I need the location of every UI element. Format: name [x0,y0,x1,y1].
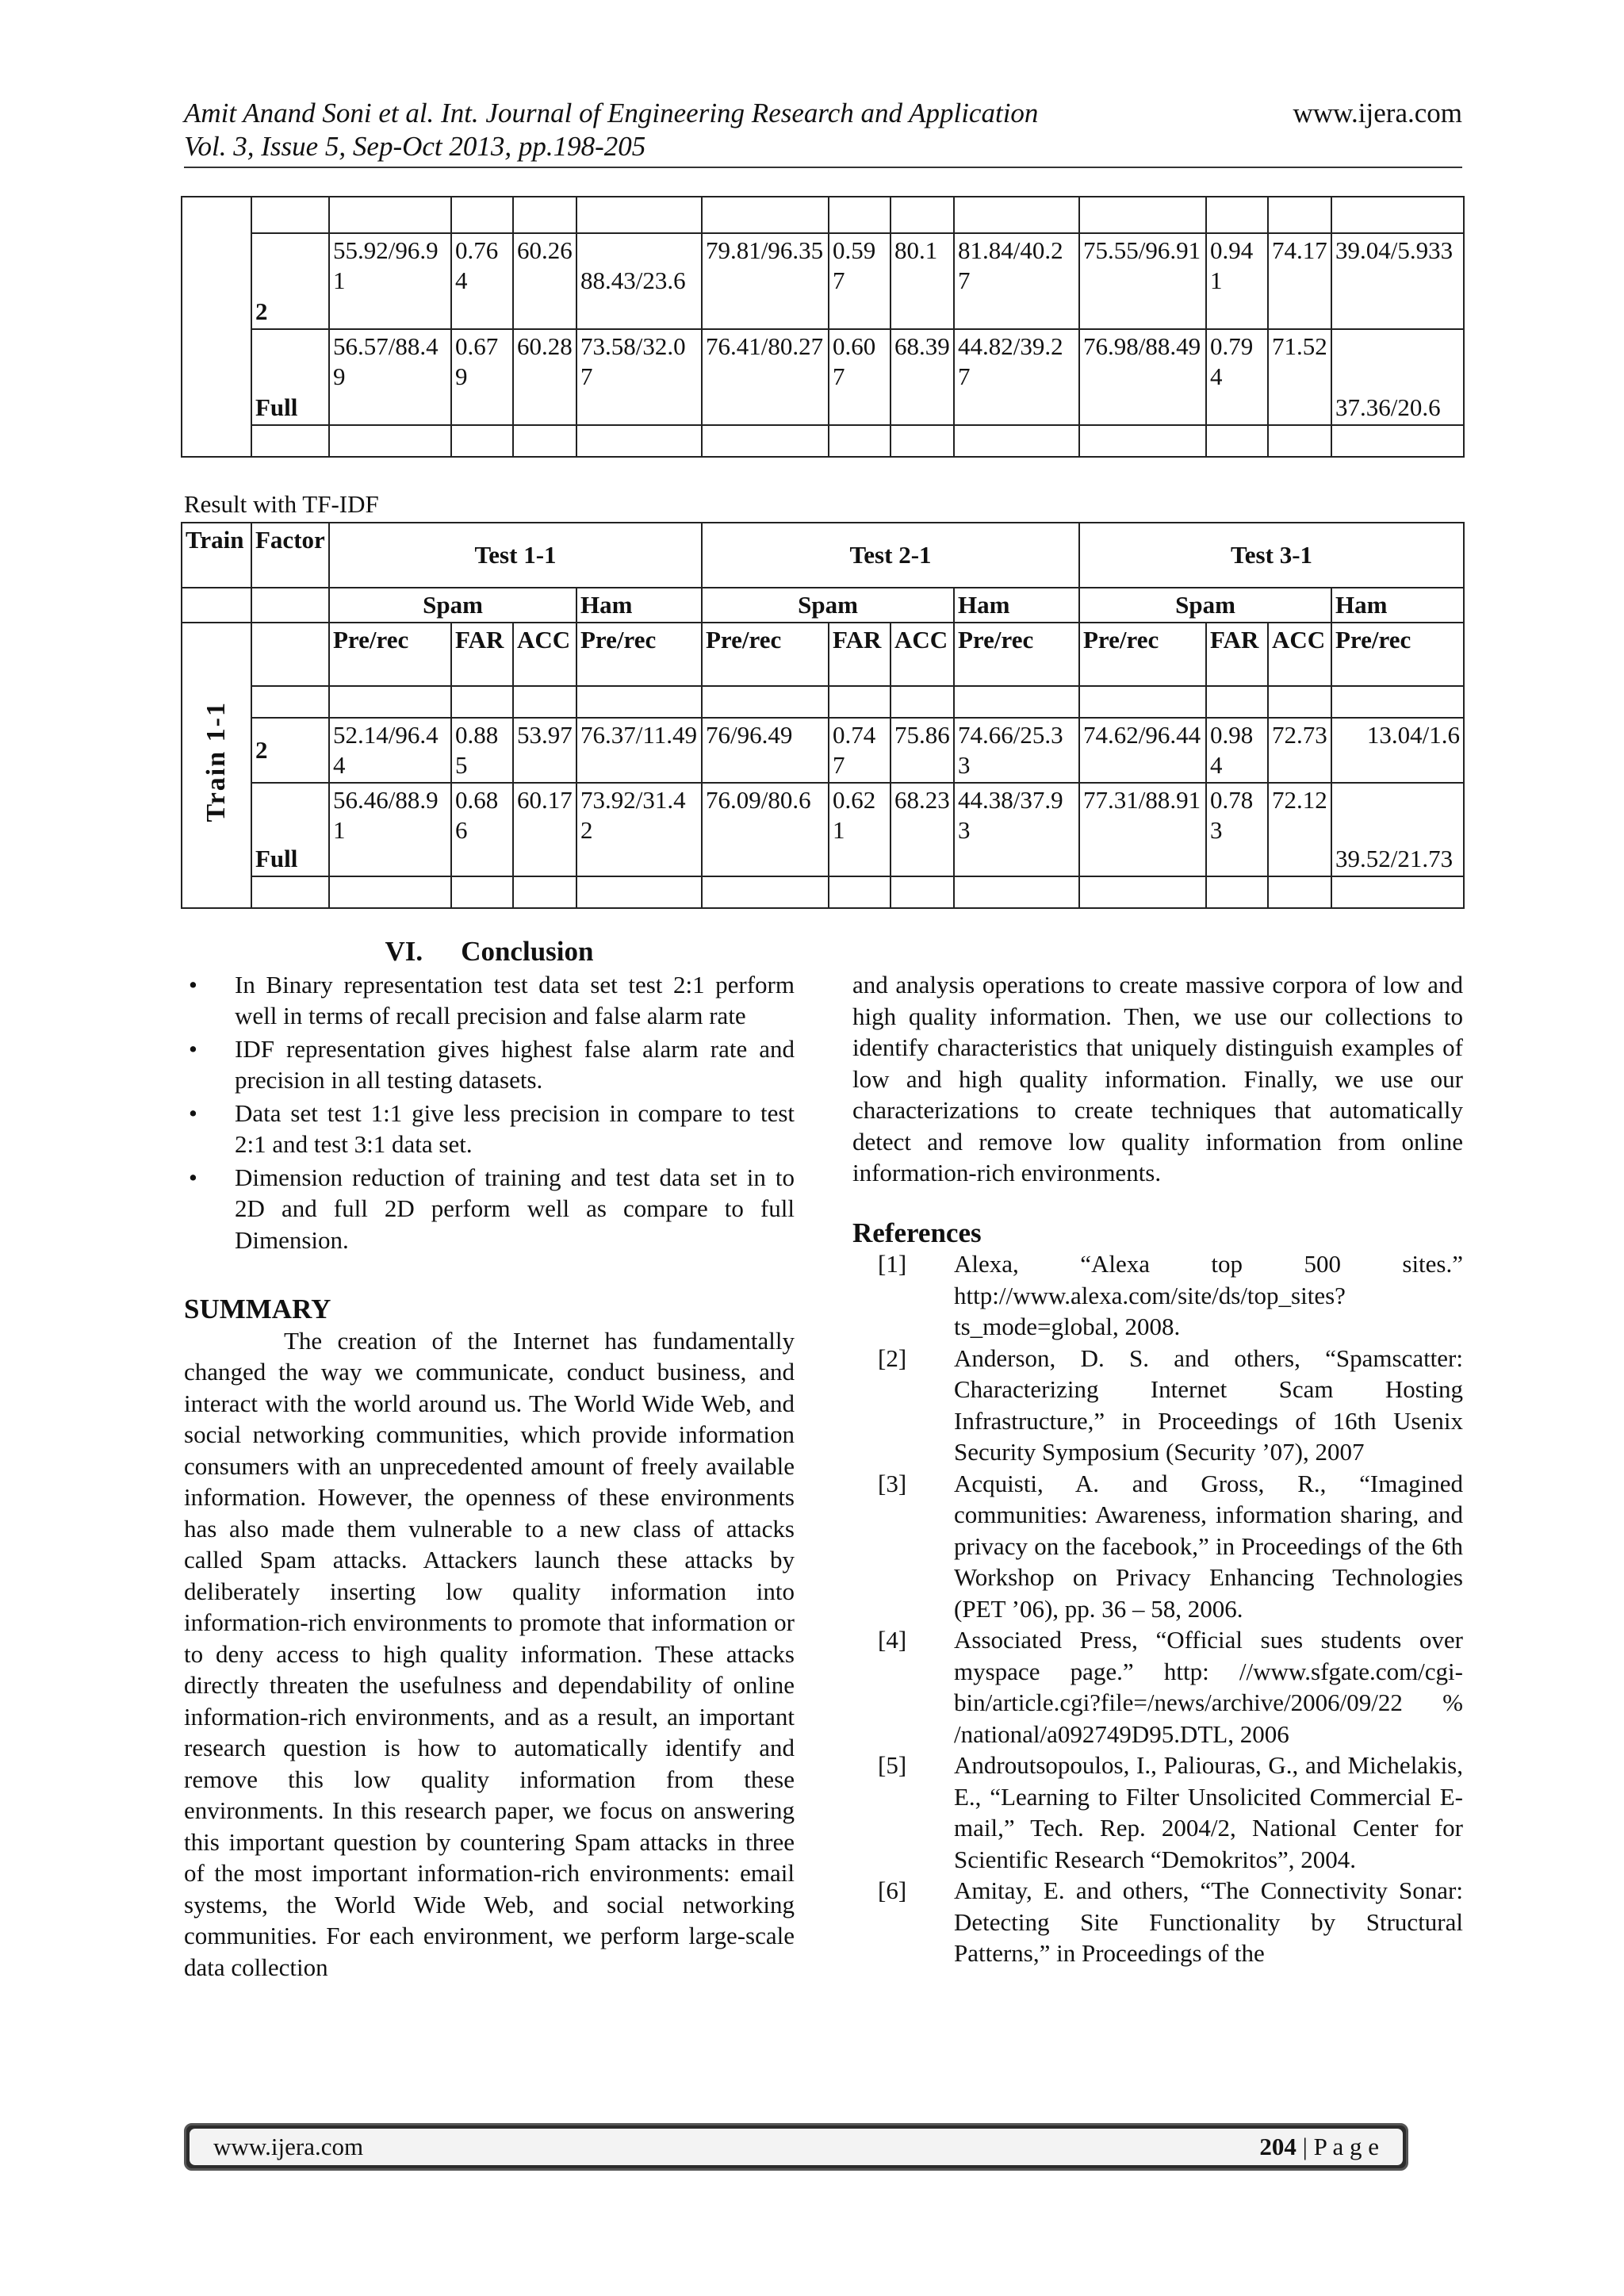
table-cell: 71.52 [1268,329,1331,425]
summary-heading: SUMMARY [184,1294,331,1324]
reference-text: Androutsopoulos, I., Paliouras, G., and Michelakis, E., “Learning to Filter Unsolicited Commercial E-mail,” Tech. Rep. 2004/2, National Center for Scientific Research “Demokritos”, 2004. [954,1751,1463,1873]
factor-header: Factor [251,523,329,588]
list-item: • In Binary representation test data set test 2:1 perform well in terms of recall precision and false alarm rate [184,969,795,1032]
journal-url: www.ijera.com [1293,98,1462,128]
subheader-cell: Pre/rec [576,623,702,686]
table-cell: 60.26 [513,233,576,329]
reference-item [852,1750,1463,1875]
table-cell: 76/96.49 [702,718,829,783]
page-number-value: 204 [1259,2133,1297,2160]
reference-list [852,1248,1463,1969]
factor-cell: 2 [251,718,329,783]
table-caption: Result with TF-IDF [184,490,379,518]
list-item: • IDF representation gives highest false alarm rate and precision in all testing datasets. [184,1033,795,1096]
table-cell: 79.81/96.35 [702,233,829,329]
table-row [182,876,1464,908]
table-cell: 0.679 [451,329,513,425]
table-cell: 60.28 [513,329,576,425]
reference-number: [3] [878,1469,907,1497]
test-header: Test 2-1 [702,523,1079,588]
table-cell: 76.98/88.49 [1079,329,1206,425]
table-cell: 0.607 [829,329,891,425]
table-cell: 44.82/39.27 [954,329,1079,425]
table-cell: 56.57/88.49 [329,329,451,425]
reference-item [852,1624,1463,1750]
table-cell: 76.41/80.27 [702,329,829,425]
train-header: Train [182,523,251,588]
table-row [182,425,1464,457]
table-cell: 76.09/80.6 [702,783,829,876]
reference-text: Anderson, D. S. and others, “Spamscatter: Characterizing Internet Scam Hosting Infrastructure,” in Proceedings of 16th Usenix Security Symposium (Security ’07), 2007 [954,1343,1463,1466]
table-row [182,718,1464,783]
page-suffix: | P a g e [1296,2133,1379,2160]
volume-info: Vol. 3, Issue 5, Sep-Oct 2013, pp.198-205 [184,131,646,162]
table-cell: 0.783 [1206,783,1268,876]
reference-number: [2] [878,1343,907,1372]
table-cell: 37.36/20.6 [1331,329,1464,425]
subheader-cell: Pre/rec [1331,623,1464,686]
table-cell: 53.97 [513,718,576,783]
reference-item [852,1248,1463,1343]
table-cell: 77.31/88.91 [1079,783,1206,876]
table-cell: 80.1 [891,233,954,329]
reference-text: Associated Press, “Official sues students over myspace page.” http: //www.sfgate.com/cgi-bin/article.cgi?file=/news/archive/2006/09/22 % /national/a092749D95.DTL, 2006 [954,1626,1463,1748]
table-cell: 52.14/96.44 [329,718,451,783]
subheader-cell: FAR [1206,623,1268,686]
summary-continued: and analysis operations to create massive corpora of low and high quality information. Then, we use our collections to identify characteristics that uniquely distinguish examples of low and high quality information. Finally, we use our characterizations to create techniques that automatically detect and remove low quality information from online information-rich environments. [852,971,1463,1186]
table-cell: 60.17 [513,783,576,876]
journal-citation: Amit Anand Soni et al. Int. Journal of Engineering Research and Application [184,98,1039,128]
table-cell: 13.04/1.6 [1331,718,1464,783]
reference-item [852,1343,1463,1468]
reference-text: Alexa, “Alexa top 500 sites.” http://www.alexa.com/site/ds/top_sites?ts_mode=global, 2008. [954,1250,1463,1340]
subheader-cell: Pre/rec [1079,623,1206,686]
table-cell: 81.84/40.27 [954,233,1079,329]
factor-cell: Full [251,783,329,876]
table-row [182,233,1464,329]
reference-text: Amitay, E. and others, “The Connectivity Sonar: Detecting Site Functionality by Structural Patterns,” in Proceedings of the [954,1876,1463,1967]
table-row [182,783,1464,876]
reference-number: [4] [878,1626,907,1654]
table-cell: 74.66/25.33 [954,718,1079,783]
table-cell: 0.747 [829,718,891,783]
table-header-row [182,623,1464,686]
table-cell: 0.686 [451,783,513,876]
subheader-cell: FAR [451,623,513,686]
subheader-cell: ACC [1268,623,1331,686]
table-cell: 75.55/96.91 [1079,233,1206,329]
ham-header: Ham [1331,588,1464,623]
references-heading: References [852,1217,982,1248]
left-column [184,936,795,1983]
right-column [852,969,1463,1969]
section-title: Conclusion [461,936,594,967]
spam-header: Spam [702,588,954,623]
table-cell: 75.86 [891,718,954,783]
list-item: • Dimension reduction of training and test data set in to 2D and full 2D perform well as compare to full Dimension. [184,1162,795,1256]
subheader-cell: Pre/rec [702,623,829,686]
results-table-continued [181,196,1465,458]
table-cell: 72.73 [1268,718,1331,783]
table-row [182,686,1464,718]
table-row [182,197,1464,233]
table-cell: 73.92/31.42 [576,783,702,876]
test-header: Test 3-1 [1079,523,1464,588]
table-cell: 0.597 [829,233,891,329]
table-cell: 39.52/21.73 [1331,783,1464,876]
table-header-row [182,588,1464,623]
table-cell: 44.38/37.93 [954,783,1079,876]
ham-header: Ham [576,588,702,623]
subheader-cell: ACC [891,623,954,686]
reference-text: Acquisti, A. and Gross, R., “Imagined communities: Awareness, information sharing, and privacy on the facebook,” in Proceedings of the 6th Workshop on Privacy Enhancing Technologies (PET ’06), pp. 36 – 58, 2006. [954,1469,1463,1623]
table-cell: 0.794 [1206,329,1268,425]
table-cell: 74.62/96.44 [1079,718,1206,783]
train-cell [182,623,251,908]
spam-header: Spam [1079,588,1331,623]
conclusion-heading [184,936,795,968]
conclusion-list [184,969,795,1256]
summary-paragraph: The creation of the Internet has fundamentally changed the way we communicate, conduct business, and interact with the world around us. The World Wide Web, and social networking communities, which provide information consumers with an unprecedented amount of freely available information. However, the openness of these environments has also made them vulnerable to a new class of attacks called Spam attacks. Attackers launch these attacks by deliberately inserting low quality information into information-rich environments to promote that information or to deny access to high quality information. These attacks directly threaten the usefulness and dependability of online information-rich environments, and as a result, an important research question is how to automatically identify and remove this low quality information from these environments. In this research paper, we focus on answering this important question by countering Spam attacks in three of the most important information-rich environments: email systems, the World Wide Web, and social networking communities. For each environment, we perform large-scale data collection [184,1326,795,1981]
footer-bar [190,2129,1403,2165]
reference-number: [6] [878,1876,907,1904]
table-cell: 73.58/32.07 [576,329,702,425]
table-header-row [182,523,1464,588]
subheader-cell: ACC [513,623,576,686]
table-cell: 0.941 [1206,233,1268,329]
table-cell: 0.621 [829,783,891,876]
table-row [182,329,1464,425]
table-cell: 39.04/5.933 [1331,233,1464,329]
table-cell: 76.37/11.49 [576,718,702,783]
footer-url: www.ijera.com [213,2133,364,2160]
subheader-cell: Pre/rec [954,623,1079,686]
table-cell: 55.92/96.91 [329,233,451,329]
reference-item [852,1468,1463,1625]
factor-cell: Full [251,329,329,425]
subheader-cell: FAR [829,623,891,686]
table-cell: 88.43/23.6 [576,233,702,329]
table-cell: 0.984 [1206,718,1268,783]
reference-number: [5] [878,1751,907,1779]
section-number: VI. [385,936,423,967]
page-header [184,97,1462,168]
table-cell: 68.39 [891,329,954,425]
reference-number: [1] [878,1250,907,1278]
reference-item [852,1875,1463,1969]
train-label: Train 1-1 [201,701,231,822]
table-cell: 56.46/88.91 [329,783,451,876]
test-header: Test 1-1 [329,523,702,588]
table-cell: 68.23 [891,783,954,876]
tfidf-results-table [181,522,1465,909]
list-item: • Data set test 1:1 give less precision in compare to test 2:1 and test 3:1 data set. [184,1098,795,1160]
table-cell: 74.17 [1268,233,1331,329]
table-cell: 0.764 [451,233,513,329]
table-cell: 72.12 [1268,783,1331,876]
page-number [1259,2133,1379,2161]
table-cell: 0.885 [451,718,513,783]
subheader-cell: Pre/rec [329,623,451,686]
factor-cell: 2 [251,233,329,329]
ham-header: Ham [954,588,1079,623]
page-footer [184,2123,1408,2171]
spam-header: Spam [329,588,576,623]
